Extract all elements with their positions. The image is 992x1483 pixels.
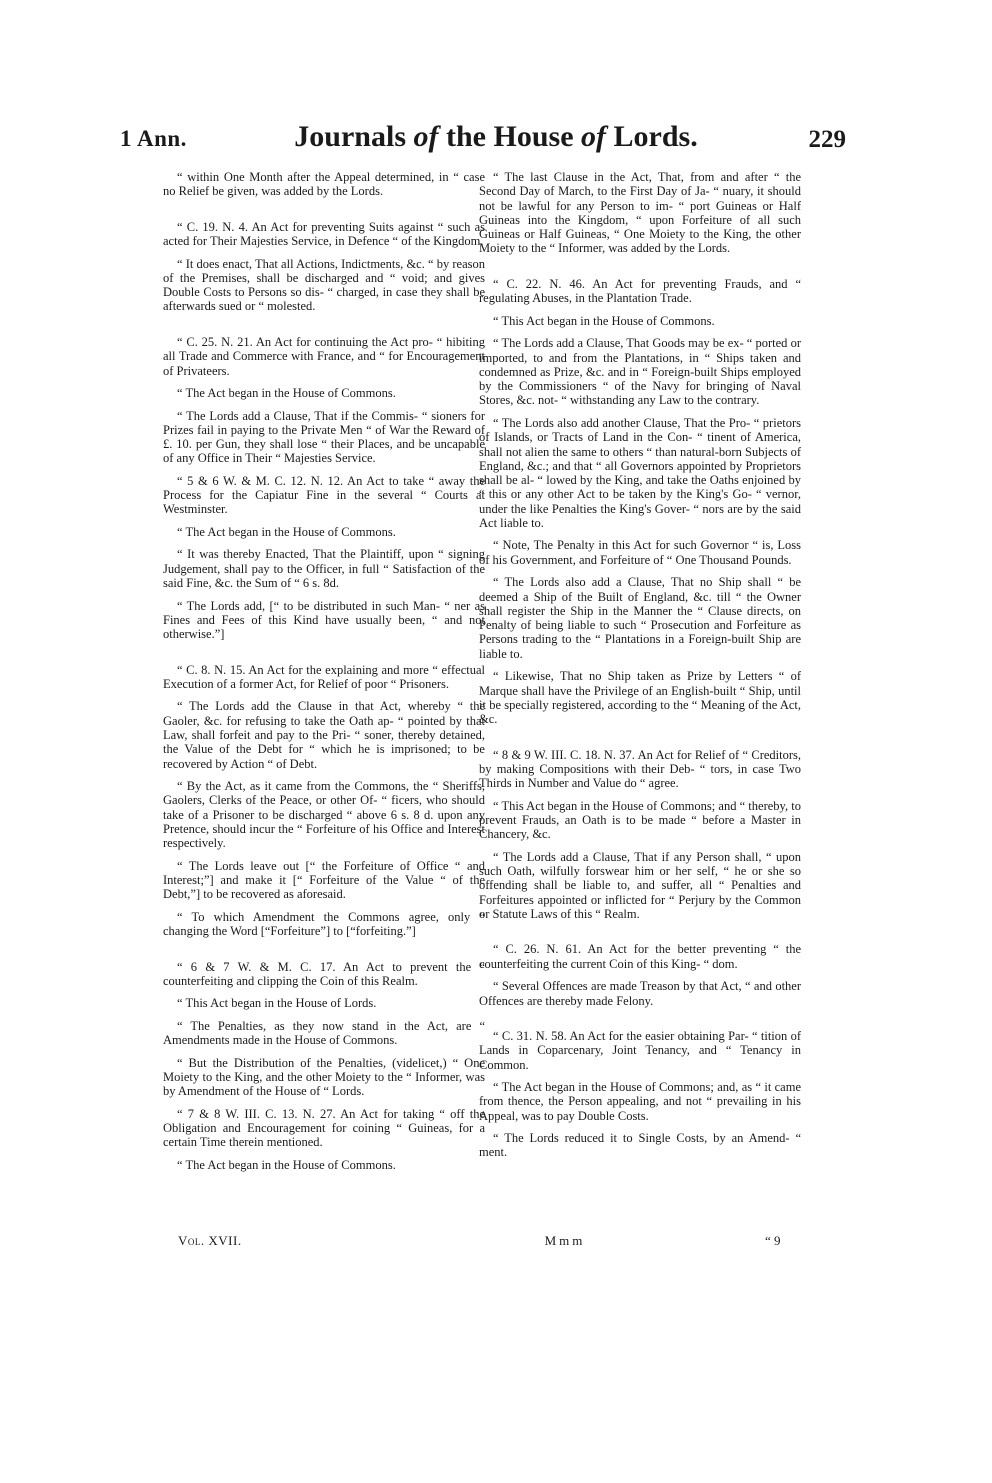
paragraph: “ 8 & 9 W. III. C. 18. N. 37. An Act for Relief of “ Creditors, by making Compositions with their Deb- “ tors, in case Two Thirds in Number and Value do “ agree. [479, 747, 801, 791]
paragraph: “ Note, The Penalty in this Act for such Governor “ is, Loss of his Government, and Forfeiture of “ One Thousand Pounds. [479, 538, 801, 567]
paragraph: “ The Lords add a Clause, That if the Commis- “ sioners for Prizes fail in paying to the Private Men “ of War the Reward of £. 10. per Gun, they shall lose “ their Places, and be uncapable of any Office in Their “ Majesties Service. [163, 408, 485, 466]
title-part-lords: Lords. [606, 120, 698, 153]
paragraph: “ C. 19. N. 4. An Act for preventing Suits against “ such as acted for Their Majesties Service, in Defence “ of the Kingdom. [163, 219, 485, 249]
paragraph: “ The Lords also add a Clause, That no Ship shall “ be deemed a Ship of the Built of England, &c. till “ the Owner shall register the Ship in the Manner the “ Clause directs, on Penalty of being liable to such “ Prosecution and Forfeiture as Persons trading to the “ Plantations in a Foreign-built Ship are liable to. [479, 575, 801, 661]
paragraph: “ Likewise, That no Ship taken as Prize by Letters “ of Marque shall have the Privilege of an English-built “ Ship, until it be specially registered, according to the “ Meaning of the Act, &c. [479, 669, 801, 727]
paragraph: “ This Act began in the House of Lords. [177, 996, 377, 1011]
page-number: 229 [808, 126, 846, 153]
paragraph: “ The Act began in the House of Commons. [177, 386, 396, 401]
section-gap [479, 929, 801, 942]
left-column [163, 170, 485, 1180]
section-gap [163, 207, 485, 220]
catchword: “ 9 [765, 1233, 781, 1248]
paragraph: “ The Lords add, [“ to be distributed in such Man- “ ner as Fines and Fees of this Kind have usually been, “ and not otherwise.”] [163, 598, 485, 642]
paragraph: “ The Act began in the House of Commons. [177, 524, 396, 539]
section-gap [479, 264, 801, 277]
regnal-year: 1 Ann. [120, 126, 187, 151]
paragraph: “ The Act began in the House of Commons; and, as “ it came from thence, the Person appealing, and not “ prevailing in his Appeal, was to pay Double Costs. [479, 1080, 801, 1123]
title-part-of: of [413, 120, 439, 153]
paragraph: “ The last Clause in the Act, That, from and after “ the Second Day of March, to the First Day of Ja- “ nuary, it should not be lawful for any Person to im- “ port Guineas or Half Guineas into the Kingdom, “ upon Forfeiture of all such Guineas or Half Guineas, “ One Moiety to the King, the other Moiety to the “ Informer, was added by the Lords. [479, 170, 801, 256]
paragraph: “ The Act began in the House of Commons. [177, 1157, 396, 1172]
paragraph: “ The Lords add the Clause in that Act, whereby “ the Gaoler, &c. for refusing to take the Oath ap- “ pointed by that Law, shall forfeit and pay to the Pri- “ soner, thereby detained, the Value of the Debt for “ which he is imprisoned; to be recovered by Action “ of Debt. [163, 699, 485, 771]
paragraph: “ C. 25. N. 21. An Act for continuing the Act pro- “ hibiting all Trade and Commerce with France, and “ for Encouragement of Privateers. [163, 334, 485, 378]
title-part-house: House [493, 120, 582, 153]
title-part-the: the [438, 120, 494, 153]
right-column [479, 170, 801, 1168]
paragraph: “ To which Amendment the Commons agree, only “ changing the Word [“Forfeiture”] to [“forfeiting.”] [163, 909, 485, 939]
section-gap [479, 735, 801, 748]
paragraph: “ The Lords add a Clause, That if any Person shall, “ upon such Oath, wilfully forswear him or her self, “ he or she so offending shall be liable to, and suffer, all “ Penalties and Forfeitures appointed or inflicted for “ Perjury by the Common or Statute Laws of this “ Realm. [479, 849, 801, 921]
section-gap [163, 947, 485, 960]
signature-mark: Mmm [544, 1233, 586, 1248]
paragraph: “ C. 26. N. 61. An Act for the better preventing “ the counterfeiting the current Coin of this King- “ dom. [479, 942, 801, 971]
paragraph: “ C. 31. N. 58. An Act for the easier obtaining Par- “ tition of Lands in Coparcenary, Joint Tenancy, and “ Tenancy in Common. [479, 1028, 801, 1072]
section-gap [163, 650, 485, 663]
paragraph: “ The Penalties, as they now stand in the Act, are “ Amendments made in the House of Commons. [163, 1018, 485, 1048]
paragraph: “ This Act began in the House of Commons. [493, 313, 715, 328]
volume-number: Vol. XVII. [178, 1233, 242, 1248]
paragraph: “ Several Offences are made Treason by that Act, “ and other Offences are thereby made Felony. [479, 979, 801, 1008]
paragraph: “ The Lords leave out [“ the Forfeiture of Office “ and Interest;”] and make it [“ Forfeiture of the Value “ of the Debt,”] to be recovered as aforesaid. [163, 858, 485, 902]
paragraph: “ The Lords add a Clause, That Goods may be ex- “ ported or imported, to and from the Plantations, in “ Ships taken and condemned as Prize, &c. and in “ Foreign-built Ships employed by the Commissioners “ of the Navy for bringing of Naval Stores, &c. not- “ withstanding any Law to the contrary. [479, 336, 801, 408]
paragraph: “ This Act began in the House of Commons; and “ thereby, to prevent Frauds, an Oath is to be made “ before a Master in Chancery, &c. [479, 798, 801, 842]
paragraph: “ within One Month after the Appeal determined, in “ case no Relief be given, was added by the Lords. [163, 170, 485, 199]
paragraph: “ 7 & 8 W. III. C. 13. N. 27. An Act for taking “ off the Obligation and Encouragement for coining “ Guineas, for a certain Time therein mentioned. [163, 1106, 485, 1150]
section-gap [479, 1016, 801, 1029]
title-part-of-2: of [581, 120, 607, 153]
paragraph: “ 5 & 6 W. & M. C. 12. N. 12. An Act to take “ away the Process for the Capiatur Fine in the several “ Courts at Westminster. [163, 473, 485, 517]
section-gap [163, 322, 485, 335]
paragraph: “ But the Distribution of the Penalties, (videlicet,) “ One Moiety to the King, and the other Moiety to the “ Informer, was by Amendment of the House of “ Lords. [163, 1055, 485, 1099]
paragraph: “ By the Act, as it came from the Commons, the “ Sheriffs, Gaolers, Clerks of the Peace, or other Of- “ ficers, who should take of a Prisoner to be discharged “ above 6 s. 8 d. upon any Pretence, should incur the “ Forfeiture of his Office and Interest respectively. [163, 779, 485, 851]
paragraph: “ C. 22. N. 46. An Act for preventing Frauds, and “ regulating Abuses, in the Plantation Trade. [479, 276, 801, 306]
paragraph: “ It does enact, That all Actions, Indictments, &c. “ by reason of the Premises, shall be discharged and “ void; and gives Double Costs to Persons so dis- “ charged, in case they shall be afterwards sued or “ molested. [163, 256, 485, 314]
paragraph: “ C. 8. N. 15. An Act for the explaining and more “ effectual Execution of a former Act, for Relief of poor “ Prisoners. [163, 662, 485, 691]
paragraph: “ 6 & 7 W. & M. C. 17. An Act to prevent the “ counterfeiting and clipping the Coin of this Realm. [163, 959, 485, 988]
paragraph: “ It was thereby Enacted, That the Plaintiff, upon “ signing Judgement, shall pay to the Officer, in full “ Satisfaction of the said Fine, &c. the Sum of “ 6 s. 8d. [163, 547, 485, 591]
paragraph: “ The Lords reduced it to Single Costs, by an Amend- “ ment. [479, 1131, 801, 1160]
paragraph: “ The Lords also add another Clause, That the Pro- “ prietors of Islands, or Tracts of Land in the Con- “ tinent of America, shall not alien the same to others “ than natural-born Subjects of England, &c.; and that “ all Governors appointed by Proprietors shall be al- “ lowed by the King, and take the Oaths enjoined by “ this or any other Act to be taken by the King's Go- “ vernor, under the like Penalties the King's Gover- “ nors are by the said Act liable to. [479, 415, 801, 530]
title-part-journals: Journals [294, 120, 414, 153]
